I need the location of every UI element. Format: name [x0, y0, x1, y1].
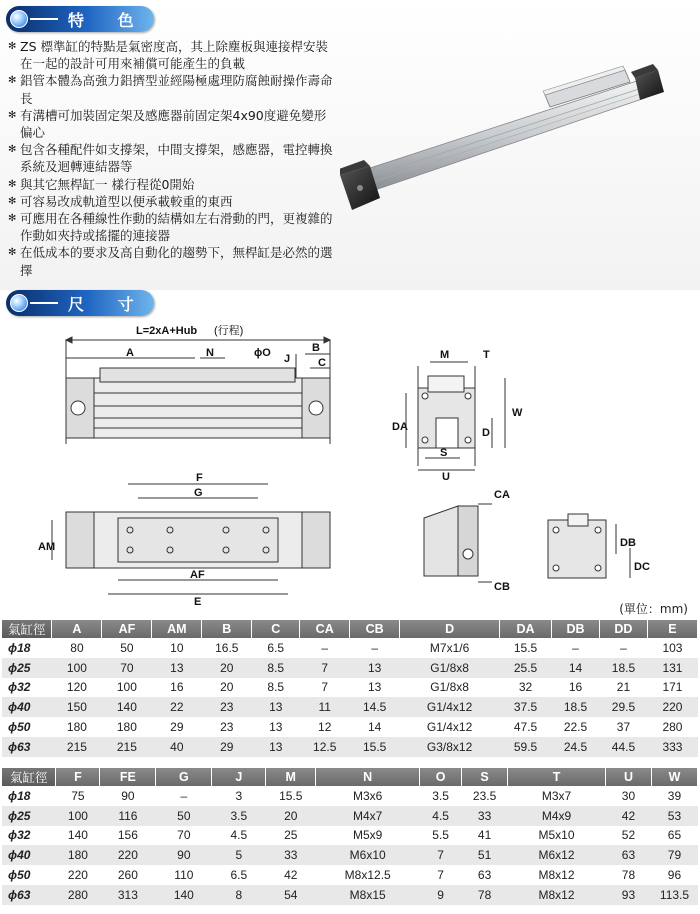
table-cell: 14	[350, 717, 400, 737]
table-cell: 47.5	[500, 717, 552, 737]
table-cell: M8x12	[508, 865, 606, 885]
table-cell: M8x12.5	[316, 865, 420, 885]
table-cell: 51	[462, 845, 508, 865]
table-cell: ϕ63	[2, 737, 52, 757]
table-header-row	[2, 620, 698, 638]
unit-note: (單位：mm)	[619, 602, 688, 616]
label-M: M	[440, 349, 450, 361]
table-cell: –	[350, 638, 400, 658]
label-U: U	[442, 471, 450, 483]
feature-item: ✻ 包含各種配件如支撐架，中間支撐架，感應器，電控轉換系統及迴轉連結器等	[8, 141, 338, 175]
table-cell: 5	[212, 845, 266, 865]
table-cell: G1/4x12	[400, 697, 500, 717]
table-cell: M5x9	[316, 826, 420, 846]
table-cell: 13	[252, 697, 300, 717]
spec-table-1	[2, 620, 698, 757]
table-cell: 16	[552, 678, 600, 698]
table-header: CA	[300, 620, 350, 638]
label-G: G	[194, 487, 203, 499]
table-cell: 215	[52, 737, 102, 757]
feature-item: ✻ 在低成本的要求及高自動化的趨勢下，無桿缸是必然的選擇	[8, 244, 338, 278]
table-cell: 37	[599, 717, 647, 737]
label-CA: CA	[494, 489, 510, 501]
feature-item: ✻ 可應用在各種線性作動的結構如左右滑動的門，更複雜的作動如夾持或搖擺的連接器	[8, 210, 338, 244]
table-cell: 171	[647, 678, 697, 698]
table-cell: 15.5	[350, 737, 400, 757]
table-cell: 96	[651, 865, 697, 885]
table-header: DB	[552, 620, 600, 638]
table-cell: 40	[152, 737, 202, 757]
feature-item: ✻ 與其它無桿缸一 樣行程從0開始	[8, 176, 338, 193]
table-cell: 260	[100, 865, 156, 885]
table-cell: 15.5	[266, 786, 316, 806]
table-cell: 8	[212, 885, 266, 905]
table-cell: 120	[52, 678, 102, 698]
table-row	[2, 658, 698, 678]
table-header: AF	[102, 620, 152, 638]
table-cell: 78	[606, 865, 652, 885]
table-cell: ϕ18	[2, 638, 52, 658]
table-cell: 23	[202, 717, 252, 737]
table-cell: 15.5	[500, 638, 552, 658]
table-cell: 65	[651, 826, 697, 846]
table-cell: 156	[100, 826, 156, 846]
table-cell: M6x12	[508, 845, 606, 865]
table-cell: M7x1/6	[400, 638, 500, 658]
table-cell: 90	[156, 845, 212, 865]
table-header: T	[508, 768, 606, 786]
table-row	[2, 826, 698, 846]
table-header: W	[651, 768, 697, 786]
table-header: CB	[350, 620, 400, 638]
features-banner	[6, 6, 154, 32]
table-cell: 333	[647, 737, 697, 757]
table-cell: 6.5	[212, 865, 266, 885]
table-cell: 110	[156, 865, 212, 885]
label-N: N	[206, 347, 214, 359]
table-header: C	[252, 620, 300, 638]
table-cell: 180	[52, 717, 102, 737]
table-cell: M3x7	[508, 786, 606, 806]
table-cell: 22.5	[552, 717, 600, 737]
table-cell: 220	[100, 845, 156, 865]
table-cell: 220	[647, 697, 697, 717]
table-header: E	[647, 620, 697, 638]
table-row	[2, 845, 698, 865]
rodless-cylinder-illustration	[340, 40, 670, 220]
table-header: N	[316, 768, 420, 786]
table-cell: 20	[202, 678, 252, 698]
feature-item: ✻ 有溝槽可加裝固定架及感應器前固定架4x90度避免變形偏心	[8, 107, 338, 141]
table-row	[2, 737, 698, 757]
table-cell: 20	[266, 806, 316, 826]
table-cell: 22	[152, 697, 202, 717]
table-cell: ϕ32	[2, 826, 56, 846]
table-cell: 13	[252, 717, 300, 737]
table-cell: 16.5	[202, 638, 252, 658]
table-cell: ϕ25	[2, 806, 56, 826]
table-cell: 4.5	[212, 826, 266, 846]
table-row	[2, 697, 698, 717]
label-DA: DA	[392, 421, 408, 433]
table-cell: 75	[56, 786, 100, 806]
table-cell: 13	[252, 737, 300, 757]
table-cell: 44.5	[599, 737, 647, 757]
table-cell: 7	[420, 845, 462, 865]
table-cell: 7	[300, 678, 350, 698]
feature-item: ✻ ZS 標準缸的特點是氣密度高，其上除塵板與連接桿安裝在一起的設計可用來補償可能產生的負載	[8, 38, 338, 72]
table-cell: M5x10	[508, 826, 606, 846]
table-cell: 7	[300, 658, 350, 678]
label-B: B	[312, 342, 320, 354]
table-cell: 33	[266, 845, 316, 865]
table-cell: 93	[606, 885, 652, 905]
table-header: 氣缸徑	[2, 620, 52, 638]
table-cell: 5.5	[420, 826, 462, 846]
label-W: W	[512, 407, 523, 419]
table-header: B	[202, 620, 252, 638]
table-cell: 8.5	[252, 658, 300, 678]
table-cell: 9	[420, 885, 462, 905]
table-cell: 78	[462, 885, 508, 905]
table-cell: 13	[152, 658, 202, 678]
dimensions-banner	[6, 290, 154, 337]
table-row	[2, 786, 698, 806]
table-cell: M8x15	[316, 885, 420, 905]
table-cell: 7	[420, 865, 462, 885]
table-cell: 50	[156, 806, 212, 826]
label-formula-note: (行程)	[214, 325, 244, 337]
table-header: G	[156, 768, 212, 786]
table-header: D	[400, 620, 500, 638]
spec-table-2	[2, 768, 698, 905]
bullet-orb-icon	[10, 294, 28, 312]
table-cell: 25.5	[500, 658, 552, 678]
table-cell: 21	[599, 678, 647, 698]
table-cell: ϕ18	[2, 786, 56, 806]
table-cell: 3	[212, 786, 266, 806]
table-row	[2, 717, 698, 737]
table-header: DD	[599, 620, 647, 638]
table-cell: ϕ50	[2, 865, 56, 885]
table-cell: ϕ40	[2, 845, 56, 865]
table-cell: 10	[152, 638, 202, 658]
table-row	[2, 638, 698, 658]
banner-dash	[30, 18, 58, 20]
label-AF: AF	[190, 569, 205, 581]
table-cell: 52	[606, 826, 652, 846]
table-cell: 8.5	[252, 678, 300, 698]
table-header: F	[56, 768, 100, 786]
features-title: 特 色	[68, 11, 148, 30]
table-cell: 50	[102, 638, 152, 658]
table-row	[2, 678, 698, 698]
table-row	[2, 865, 698, 885]
table-cell: 42	[606, 806, 652, 826]
table-cell: 103	[647, 638, 697, 658]
table-cell: 140	[102, 697, 152, 717]
table-cell: 140	[56, 826, 100, 846]
table-cell: 29	[152, 717, 202, 737]
table-row	[2, 885, 698, 905]
label-A: A	[126, 347, 134, 359]
table-cell: 3.5	[212, 806, 266, 826]
table-header-row	[2, 768, 698, 786]
table-cell: G1/8x8	[400, 678, 500, 698]
table-cell: 70	[102, 658, 152, 678]
table-header: M	[266, 768, 316, 786]
table-cell: 280	[647, 717, 697, 737]
table-cell: 13	[350, 678, 400, 698]
table-row	[2, 806, 698, 826]
table-cell: 12	[300, 717, 350, 737]
feature-item: ✻ 可容易改成軌道型以便承載較重的東西	[8, 193, 338, 210]
table-cell: 113.5	[651, 885, 697, 905]
table-cell: 14.5	[350, 697, 400, 717]
table-header: J	[212, 768, 266, 786]
table-cell: 32	[500, 678, 552, 698]
table-cell: ϕ25	[2, 658, 52, 678]
table-cell: 42	[266, 865, 316, 885]
table-cell: M8x12	[508, 885, 606, 905]
table-header: 氣缸徑	[2, 768, 56, 786]
table-cell: 11	[300, 697, 350, 717]
table-cell: –	[156, 786, 212, 806]
table-cell: 33	[462, 806, 508, 826]
table-cell: –	[552, 638, 600, 658]
table-cell: ϕ40	[2, 697, 52, 717]
table-cell: 220	[56, 865, 100, 885]
table-cell: 70	[156, 826, 212, 846]
table-cell: 313	[100, 885, 156, 905]
table-cell: 100	[52, 658, 102, 678]
table-cell: 39	[651, 786, 697, 806]
table-cell: M4x7	[316, 806, 420, 826]
label-AM: AM	[38, 541, 56, 553]
table-cell: 100	[102, 678, 152, 698]
table-cell: ϕ32	[2, 678, 52, 698]
table-cell: 23.5	[462, 786, 508, 806]
table-cell: 280	[56, 885, 100, 905]
table-cell: 29.5	[599, 697, 647, 717]
feature-item: ✻ 鋁管本體為高強力鋁擠型並經陽極處理防腐蝕耐操作壽命長	[8, 72, 338, 106]
table-cell: 18.5	[552, 697, 600, 717]
table-cell: –	[599, 638, 647, 658]
table-cell: 53	[651, 806, 697, 826]
table-cell: G1/8x8	[400, 658, 500, 678]
bullet-orb-icon	[10, 10, 28, 28]
label-D: D	[482, 427, 490, 439]
table-cell: 180	[56, 845, 100, 865]
table-header: A	[52, 620, 102, 638]
table-cell: G1/4x12	[400, 717, 500, 737]
table-header: AM	[152, 620, 202, 638]
table-header: U	[606, 768, 652, 786]
table-cell: 3.5	[420, 786, 462, 806]
features-list	[8, 38, 338, 279]
table-header: O	[420, 768, 462, 786]
table-cell: M4x9	[508, 806, 606, 826]
table-cell: 100	[56, 806, 100, 826]
label-CB: CB	[494, 581, 510, 593]
table-cell: 140	[156, 885, 212, 905]
table-cell: 20	[202, 658, 252, 678]
dimension-drawings	[0, 318, 700, 608]
table-cell: 23	[202, 697, 252, 717]
table-cell: 90	[100, 786, 156, 806]
table-cell: 37.5	[500, 697, 552, 717]
label-S: S	[440, 447, 448, 459]
label-DC: DC	[634, 561, 650, 573]
table-cell: 63	[606, 845, 652, 865]
table-cell: 25	[266, 826, 316, 846]
table-cell: G3/8x12	[400, 737, 500, 757]
label-J: J	[284, 353, 291, 365]
table-cell: ϕ50	[2, 717, 52, 737]
table-cell: 63	[462, 865, 508, 885]
table-cell: 180	[102, 717, 152, 737]
label-DB: DB	[620, 537, 636, 549]
table-cell: 16	[152, 678, 202, 698]
table-cell: 54	[266, 885, 316, 905]
table-cell: –	[300, 638, 350, 658]
table-cell: 13	[350, 658, 400, 678]
label-phiO: ϕO	[254, 347, 271, 359]
banner-dash	[30, 302, 58, 304]
table-cell: 12.5	[300, 737, 350, 757]
table-cell: 116	[100, 806, 156, 826]
table-header: S	[462, 768, 508, 786]
table-cell: 6.5	[252, 638, 300, 658]
table-cell: 29	[202, 737, 252, 757]
dimensions-title: 尺 寸 圖	[68, 295, 148, 337]
table-cell: 150	[52, 697, 102, 717]
table-cell: 80	[52, 638, 102, 658]
table-cell: 4.5	[420, 806, 462, 826]
table-cell: 30	[606, 786, 652, 806]
table-cell: 41	[462, 826, 508, 846]
table-cell: 215	[102, 737, 152, 757]
table-header: FE	[100, 768, 156, 786]
table-cell: 131	[647, 658, 697, 678]
table-cell: 14	[552, 658, 600, 678]
label-formula: L=2xA+Hub	[136, 325, 198, 337]
table-cell: 59.5	[500, 737, 552, 757]
table-cell: ϕ63	[2, 885, 56, 905]
label-F: F	[196, 472, 203, 484]
table-cell: 79	[651, 845, 697, 865]
table-header: DA	[500, 620, 552, 638]
label-C: C	[318, 357, 326, 369]
label-E: E	[194, 596, 202, 608]
label-T: T	[483, 349, 490, 361]
table-cell: M6x10	[316, 845, 420, 865]
table-cell: M3x6	[316, 786, 420, 806]
table-cell: 24.5	[552, 737, 600, 757]
table-cell: 18.5	[599, 658, 647, 678]
